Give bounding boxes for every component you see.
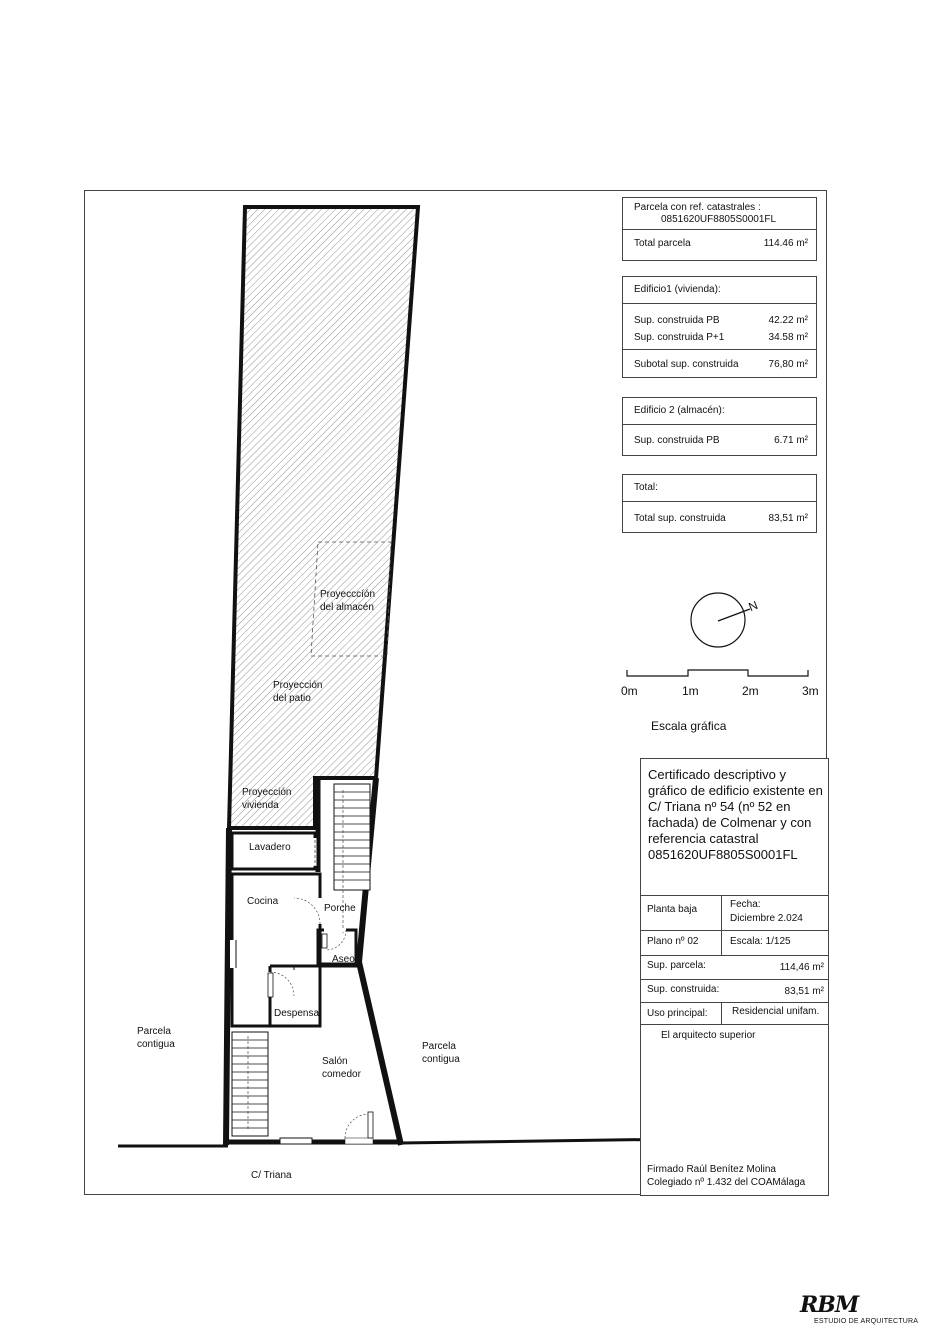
building1-subtotal-label: Subotal sup. construida [634, 359, 739, 370]
title-block-use-value: Residencial unifam. [732, 1006, 820, 1017]
patio-projection-line1: Proyección [273, 680, 323, 691]
title-block-signed: Firmado Raúl Benítez Molina [647, 1164, 776, 1175]
title-block-scale: Escala: 1/125 [730, 936, 791, 947]
parcel-table [622, 197, 817, 261]
building1-header: Edificio1 (vivienda): [634, 284, 721, 295]
building1-row-value: 34.58 m² [768, 332, 808, 343]
room-label-toilet: Aseo [332, 954, 355, 965]
title-block-architect: El arquitecto superior [661, 1030, 756, 1041]
room-label-laundry: Lavadero [249, 842, 291, 853]
logo-subtitle: ESTUDIO DE ARQUITECTURA [814, 1318, 919, 1325]
living-line2: comedor [322, 1069, 361, 1080]
room-label-kitchen: Cocina [247, 896, 279, 907]
title-block-use-label: Uso principal: [647, 1008, 708, 1019]
scale-tick-label: 0m [621, 684, 638, 698]
adjacent-parcel-left [137, 1025, 175, 1051]
building2-row-label: Sup. construida PB [634, 435, 720, 446]
scale-tick-label: 2m [742, 684, 759, 698]
parcel-header-line1: Parcela con ref. catastrales : [634, 202, 761, 213]
room-label-pantry: Despensa [274, 1008, 320, 1019]
title-block-description: Certificado descriptivo y gráfico de edificio existente en C/ Triana nº 54 (nº 52 en fachada) de Colmenar y con referencia catastral 0851620UF8805S0001FL [648, 767, 823, 862]
north-label: N [746, 597, 760, 615]
title-block-built-value: 83,51 m² [784, 986, 824, 997]
logo-mark: RBM [800, 1292, 859, 1318]
parcel-total-value: 114.46 m² [763, 238, 808, 249]
house-projection-line1: Proyección [242, 787, 292, 798]
house-projection-label [242, 786, 291, 812]
warehouse-projection-line1: Proyecccíón [320, 589, 376, 600]
stair-lower [232, 1032, 268, 1136]
front-door [280, 1138, 312, 1144]
scale-tick-label: 3m [802, 684, 819, 698]
building1-row-label: Sup. construida P+1 [634, 332, 725, 343]
adjacent-parcel-right [422, 1040, 460, 1066]
patio-area [229, 207, 418, 828]
warehouse-projection-line2: del almacén [320, 602, 374, 613]
building1-row-value: 42.22 m² [768, 315, 808, 326]
building1-table [622, 276, 817, 378]
title-block-college: Colegiado nº 1.432 del COAMálaga [647, 1177, 806, 1188]
title-block-parcel-value: 114,46 m² [779, 962, 824, 973]
parcel-right-line2: contigua [422, 1054, 460, 1065]
window [345, 1138, 373, 1144]
studio-logo [800, 1293, 918, 1326]
building1-row-label: Sup. construida PB [634, 315, 720, 326]
scale-title: Escala gráfica [651, 719, 727, 733]
building2-row-value: 6.71 m² [774, 435, 808, 446]
parcel-left-line1: Parcela [137, 1026, 171, 1037]
building2-header: Edificio 2 (almacén): [634, 405, 725, 416]
building2-table [622, 397, 817, 456]
title-block-parcel-label: Sup. parcela: [647, 960, 706, 971]
house-outer-wall [226, 828, 229, 1145]
living-line1: Salón [322, 1056, 348, 1067]
total-header: Total: [634, 482, 658, 493]
title-block-floor: Planta baja [647, 904, 698, 915]
parcel-header-line2: 0851620UF8805S0001FL [661, 214, 777, 225]
title-block-plan-number: Plano nº 02 [647, 936, 699, 947]
scale-tick-label: 1m [682, 684, 699, 698]
warehouse-projection-label [320, 588, 375, 614]
total-table [622, 474, 817, 533]
patio-projection-label [273, 679, 322, 705]
total-row-label: Total sup. construida [634, 513, 726, 524]
title-block-date-label: Fecha: [730, 899, 761, 910]
building1-subtotal-value: 76,80 m² [768, 359, 808, 370]
title-block [640, 758, 829, 1196]
street-label: C/ Triana [251, 1170, 292, 1181]
title-block-built-label: Sup. construida: [647, 984, 720, 995]
total-row-value: 83,51 m² [768, 513, 808, 524]
house-projection-line2: vivienda [242, 800, 279, 811]
north-arrow-circle [691, 593, 745, 647]
parcel-left-line2: contigua [137, 1039, 175, 1050]
parcel-total-label: Total parcela [634, 238, 691, 249]
title-block-date-value: Diciembre 2.024 [730, 913, 803, 924]
patio-projection-line2: del patio [273, 693, 311, 704]
room-label-porch: Porche [324, 903, 356, 914]
parcel-right-line1: Parcela [422, 1041, 456, 1052]
room-label-living [322, 1055, 361, 1081]
scale-bar [627, 670, 808, 676]
